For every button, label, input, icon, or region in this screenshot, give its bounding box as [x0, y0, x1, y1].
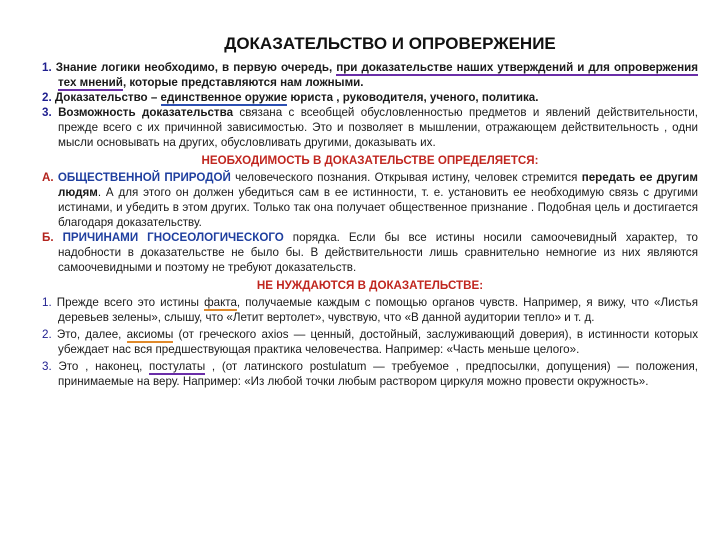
- intro-item-3: [42, 105, 698, 150]
- item-text: (от греческого axios — ценный, достойный, заслуживающий доверия), в истинности которых убеждает нас вся предшествующая практика человечества. Например: «Часть меньше целого».: [58, 328, 699, 356]
- highlight-underline: аксиомы: [126, 328, 174, 341]
- item-number: 3.: [42, 360, 52, 373]
- no-proof-item-1: [42, 295, 698, 325]
- highlight-underline: при доказательстве наших утверждений и для опровержения тех мнений: [58, 61, 698, 89]
- intro-text: Знание логики необходимо, в первую очередь,: [55, 61, 337, 74]
- item-text: порядка. Если бы все истины носили самоочевидный характер, то надобности в доказательстве не было бы. В действительности лишь сравнительно немногие из них являются самоочевидными и поэтому не требуют доказательств.: [58, 231, 698, 274]
- highlight-underline: факта: [204, 296, 237, 309]
- item-caps: ПРИЧИНАМИ ГНОСЕОЛОГИЧЕСКОГО: [62, 231, 284, 244]
- item-text: Прежде всего это истины: [56, 296, 205, 309]
- item-letter: Б.: [42, 231, 54, 244]
- item-text: . А для этого он должен убедиться сам в ее истинности, т. е. установить ее необходимую связь с другими истинами, и убедить в этом других. Только так она получает общественное признание . Подобная цель и достигается благодаря доказательству.: [58, 186, 698, 229]
- item-bold: передать ее другим людям: [58, 171, 698, 199]
- intro-item-2: [42, 90, 698, 105]
- necessity-item-a: [42, 170, 698, 230]
- intro-number: 3.: [42, 106, 52, 119]
- intro-text: Доказательство –: [54, 91, 161, 104]
- intro-text: , которые представляются нам ложными.: [122, 76, 364, 89]
- necessity-item-b: [42, 230, 698, 275]
- no-proof-item-2: [42, 327, 698, 357]
- highlight-underline: постулаты: [149, 360, 206, 373]
- item-number: 1.: [42, 296, 52, 309]
- section-heading-necessity: НЕОБХОДИМОСТЬ В ДОКАЗАТЕЛЬСТВЕ ОПРЕДЕЛЯЕТСЯ:: [201, 154, 539, 167]
- item-text: Это, далее,: [56, 328, 127, 341]
- item-letter: А.: [42, 171, 54, 184]
- item-text: Это , наконец,: [58, 360, 150, 373]
- section-heading-no-proof: НЕ НУЖДАЮТСЯ В ДОКАЗАТЕЛЬСТВЕ:: [256, 279, 484, 292]
- item-number: 2.: [42, 328, 52, 341]
- intro-number: 1.: [42, 61, 52, 74]
- item-text: , (от латинского postulatum — требуемое , предпосылки, допущения) — положения, принимаемые на веру. Например: «Из любой точки любым раствором циркуля можно провести окружность».: [58, 360, 698, 388]
- intro-text: юриста , руководителя, ученого, политика.: [287, 91, 539, 104]
- item-text: , получаемые каждым с помощью органов чувств. Например, я вижу, что «Листья деревьев зелены», слышу, что «Летит вертолет», чувствую, что «В данной аудитории тепло» и т. д.: [58, 296, 698, 324]
- intro-text: Возможность доказательства: [58, 106, 234, 119]
- intro-number: 2.: [42, 91, 52, 104]
- highlight-underline: единственное оружие: [160, 91, 288, 104]
- item-caps: ОБЩЕСТВЕННОЙ ПРИРОДОЙ: [57, 171, 231, 184]
- intro-item-1: [42, 60, 698, 90]
- item-text: человеческого познания. Открывая истину, человек стремится: [230, 171, 582, 184]
- intro-text: связана с всеобщей обусловленностью предметов и явлений действительности, прежде всего с их причинной зависимостью. Это и позволяет в мышлении, отражающем действительность , одни мысли основывать на других, обусловливать другими, доказывать их.: [58, 106, 698, 149]
- no-proof-item-3: [42, 359, 698, 389]
- page-title: ДОКАЗАТЕЛЬСТВО И ОПРОВЕРЖЕНИЕ: [224, 34, 556, 53]
